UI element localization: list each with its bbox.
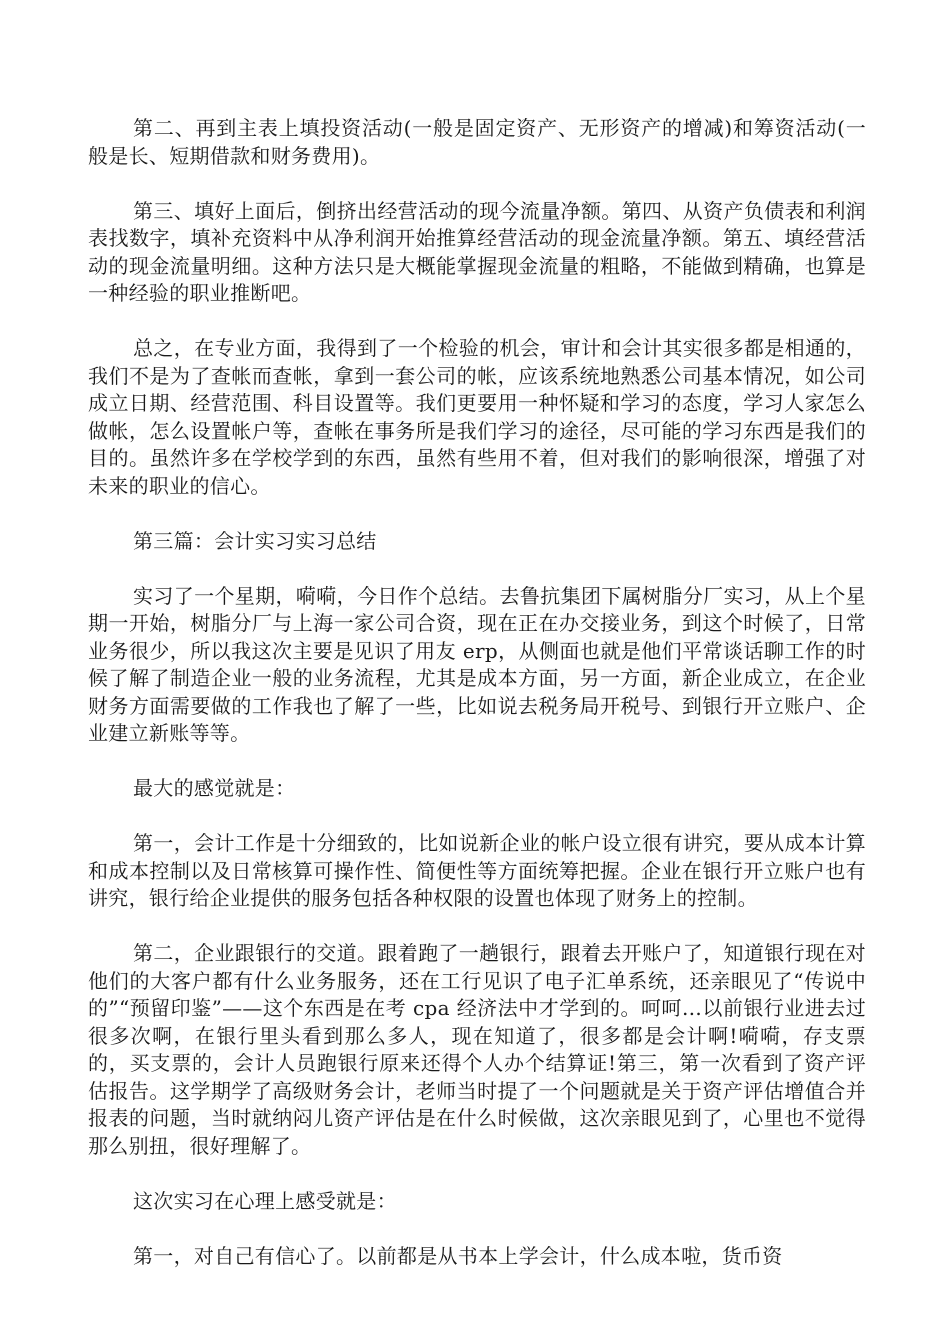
paragraph-internship-week: 实习了一个星期，嗬嗬，今日作个总结。去鲁抗集团下属树脂分厂实习，从上个星期一开始，树脂分厂与上海一家公司合资，现在正在办交接业务，到这个时候了，日常业务很少，所以我这次主要是见识了用友 erp，从侧面也就是他们平常谈话聊工作的时候了解了制造企业一般的业务流程，尤其是成本方面，另一方面，新企业成立，在企业财务方面需要做的工作我也了解了一些，比如说去税务局开税号、到银行开立账户、企业建立新账等等。 (88, 583, 866, 745)
document-body (88, 115, 866, 1270)
paragraph-second-bank-dealings: 第二，企业跟银行的交道。跟着跑了一趟银行，跟着去开账户了，知道银行现在对他们的大客户都有什么业务服务，还在工行见识了电子汇单系统，还亲眼见了“传说中的”“预留印鉴”——这个东西是在考 cpa 经济法中才学到的。呵呵…以前银行业进去过很多次啊，在银行里头看到那么多人，现在知道了，很多都是会计啊!嗬嗬，存支票的，买支票的，会计人员跑银行原来还得个人办个结算证!第三，第一次看到了资产评估报告。这学期学了高级财务会计，老师当时提了一个问题就是关于资产评估增值合并报表的问题，当时就纳闷儿资产评估是在什么时候做，这次亲眼见到了，心里也不觉得那么别扭，很好理解了。 (88, 941, 866, 1158)
paragraph-biggest-feeling: 最大的感觉就是： (133, 776, 296, 800)
paragraph-first-detail-work: 第一，会计工作是十分细致的，比如说新企业的帐户设立很有讲究，要从成本计算和成本控制以及日常核算可操作性、简便性等方面统筹把握。企业在银行开立账户也有讲究，银行给企业提供的服务包括各种权限的设置也体现了财务上的控制。 (88, 831, 866, 910)
paragraph-psychological-feeling: 这次实习在心理上感受就是： (133, 1188, 397, 1213)
paragraph-financing-activities: 第二、再到主表上填投资活动(一般是固定资产、无形资产的增减)和筹资活动(一般是长、短期借款和财务费用)。 (88, 116, 866, 168)
paragraph-summary-professional: 总之，在专业方面，我得到了一个检验的机会，审计和会计其实很多都是相通的，我们不是为了查帐而查帐，拿到一套公司的帐，应该系统地熟悉公司基本情况，如公司成立日期、经营范围、科目设置等。我们更要用一种怀疑和学习的态度，学习人家怎么做帐，怎么设置帐户等，查帐在事务所是我们学习的途径，尽可能的学习东西是我们的目的。虽然许多在学校学到的东西，虽然有些用不着，但对我们的影响很深，增强了对未来的职业的信心。 (88, 336, 866, 498)
paragraph-first-confidence: 第一，对自己有信心了。以前都是从书本上学会计，什么成本啦，货币资 (133, 1243, 783, 1268)
section-heading-third-article: 第三篇：会计实习实习总结 (133, 528, 377, 553)
paragraph-operating-cashflow: 第三、填好上面后，倒挤出经营活动的现今流量净额。第四、从资产负债表和利润表找数字，填补充资料中从净利润开始推算经营活动的现金流量净额。第五、填经营活动的现金流量明细。这种方法只是大概能掌握现金流量的粗略，不能做到精确，也算是一种经验的职业推断吧。 (88, 198, 866, 305)
